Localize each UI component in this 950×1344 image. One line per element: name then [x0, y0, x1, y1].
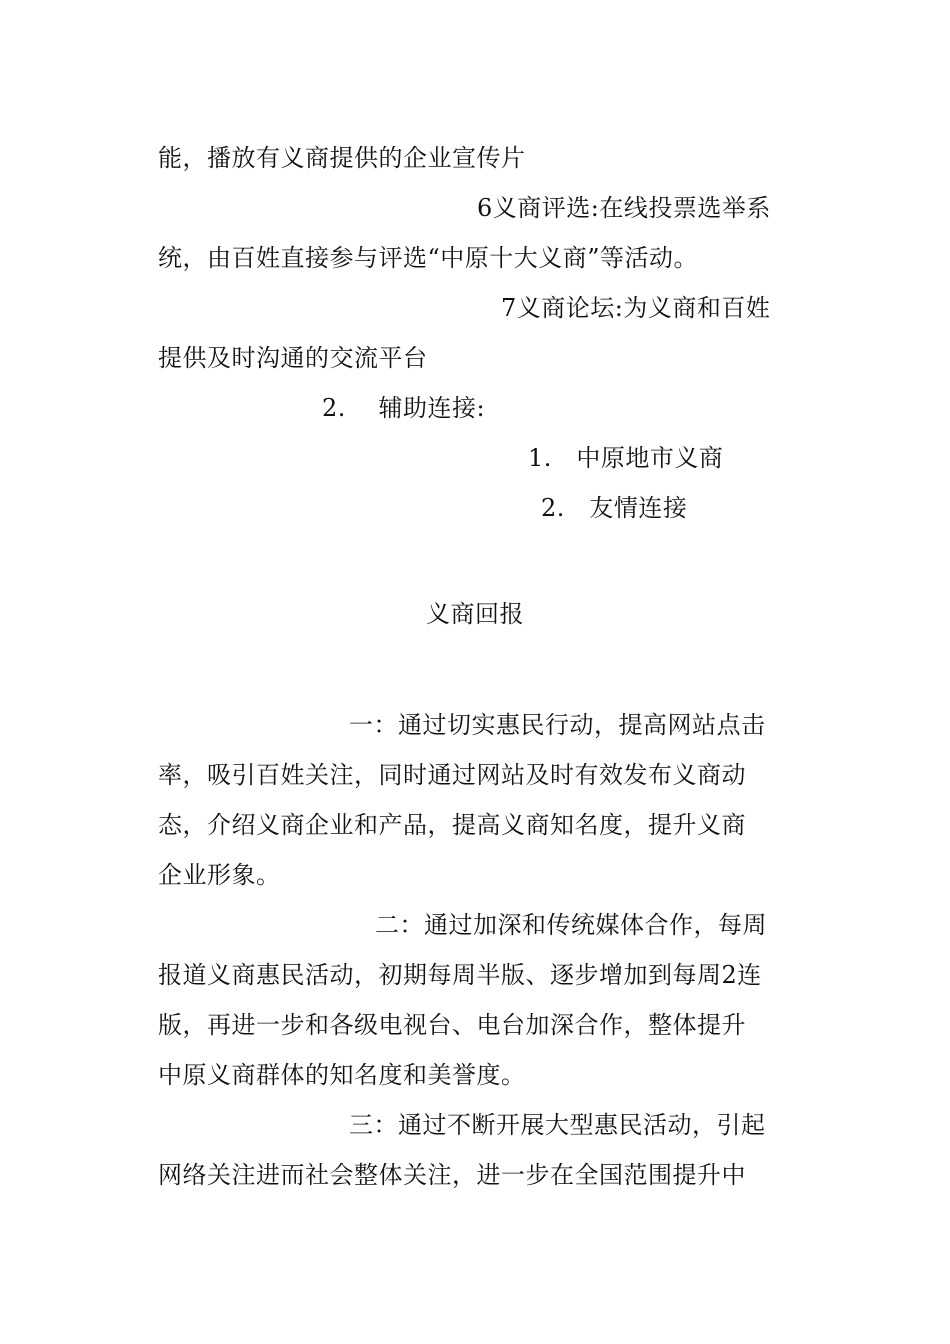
- paragraph-line: 三：通过不断开展大型惠民活动，引起: [349, 1111, 766, 1139]
- list-item: 2. 辅助连接:: [322, 394, 486, 422]
- paragraph-line: 版，再进一步和各级电视台、电台加深合作，整体提升: [158, 1011, 746, 1039]
- text-line: 提供及时沟通的交流平台: [158, 344, 428, 372]
- section-title: 义商回报: [426, 600, 524, 628]
- text-line: 7义商论坛:为义商和百姓: [501, 294, 771, 322]
- paragraph-line: 态，介绍义商企业和产品，提高义商知名度，提升义商: [158, 811, 746, 839]
- paragraph-line: 一：通过切实惠民行动，提高网站点击: [349, 711, 766, 739]
- text-line: 6义商评选:在线投票选举系: [477, 194, 771, 222]
- paragraph-line: 企业形象。: [158, 861, 281, 889]
- paragraph-line: 报道义商惠民活动，初期每周半版、逐步增加到每周2连: [158, 961, 762, 989]
- paragraph-line: 网络关注进而社会整体关注，进一步在全国范围提升中: [158, 1161, 746, 1189]
- list-item: 2. 友情连接: [541, 494, 688, 522]
- text-line: 统，由百姓直接参与评选“中原十大义商”等活动。: [158, 244, 699, 272]
- paragraph-line: 率，吸引百姓关注，同时通过网站及时有效发布义商动: [158, 761, 746, 789]
- paragraph-line: 中原义商群体的知名度和美誉度。: [158, 1061, 526, 1089]
- text-line: 能，播放有义商提供的企业宣传片: [158, 144, 526, 172]
- paragraph-line: 二：通过加深和传统媒体合作，每周: [375, 911, 767, 939]
- list-item: 1. 中原地市义商: [528, 444, 724, 472]
